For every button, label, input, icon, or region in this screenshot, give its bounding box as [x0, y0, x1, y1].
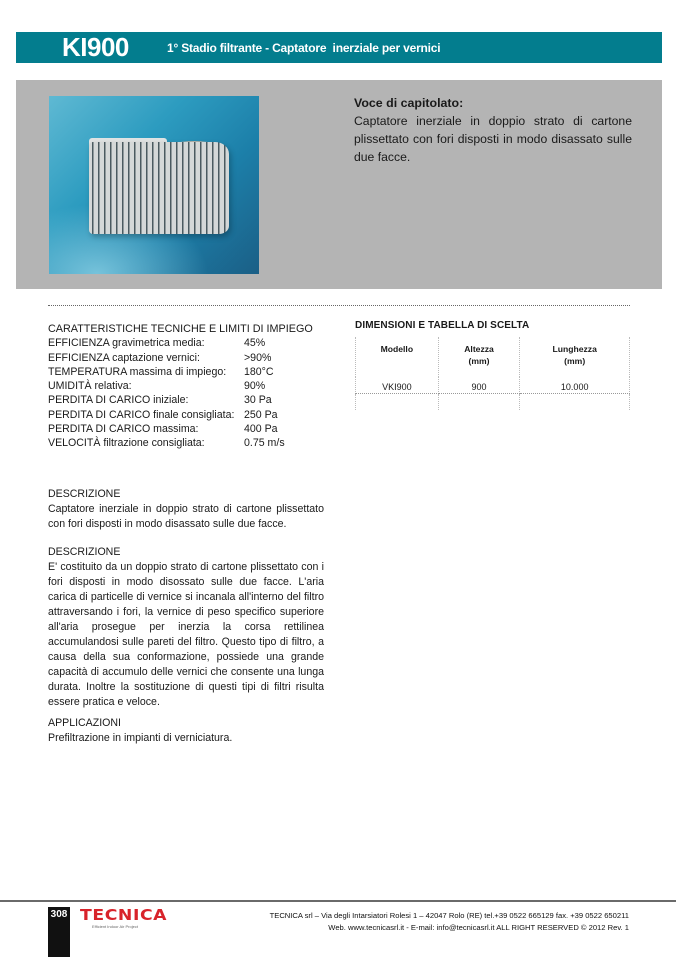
product-photo	[49, 96, 259, 274]
characteristic-value: 90%	[244, 380, 266, 393]
description-section-short	[48, 487, 324, 532]
characteristic-row	[48, 351, 338, 365]
section-divider	[48, 305, 630, 306]
characteristic-label: PERDITA DI CARICO finale consigliata:	[48, 408, 235, 421]
cell-model: VKI900	[356, 377, 439, 393]
title-bar	[16, 32, 662, 63]
spec-title: Voce di capitolato:	[354, 96, 464, 110]
characteristics-section	[48, 322, 338, 451]
filter-mesh	[89, 142, 229, 234]
header-unit: (mm)	[564, 356, 586, 366]
characteristic-row	[48, 436, 338, 450]
spec-text	[354, 94, 632, 166]
empty-cell	[438, 393, 520, 410]
characteristic-value: 45%	[244, 337, 266, 350]
column-header-height	[438, 337, 520, 377]
logo-tagline: Efficient Indoor Air Project	[92, 924, 138, 929]
table-row	[356, 377, 630, 393]
characteristic-row	[48, 365, 338, 379]
characteristic-label: PERDITA DI CARICO iniziale:	[48, 394, 189, 407]
logo-wordmark: TECNICA	[80, 906, 168, 924]
characteristic-value: 0.75 m/s	[244, 437, 285, 450]
footer-divider	[0, 900, 676, 902]
header-unit: (mm)	[468, 356, 490, 366]
section-heading: DESCRIZIONE	[48, 546, 121, 558]
characteristic-row	[48, 408, 338, 422]
product-code: KI900	[62, 32, 129, 62]
table-row-empty	[356, 393, 630, 410]
characteristic-row	[48, 393, 338, 407]
header-label: Lunghezza	[552, 344, 597, 354]
characteristic-label: EFFICIENZA gravimetrica media:	[48, 337, 205, 350]
header-label: Altezza	[464, 344, 494, 354]
product-subtitle: 1° Stadio filtrante - Captatore inerziale per vernici	[167, 41, 441, 55]
characteristic-value: 30 Pa	[244, 394, 272, 407]
characteristics-title: CARATTERISTICHE TECNICHE E LIMITI DI IMPIEGO	[48, 323, 313, 335]
characteristic-value: 400 Pa	[244, 423, 278, 436]
dimensions-title: DIMENSIONI E TABELLA DI SCELTA	[355, 320, 530, 331]
section-body: E' costituito da un doppio strato di cartone plissettato con i fori disposti in modo disossato sulle due facce. L'aria carica di particelle di vernice si incanala all'interno del filtro attraversando i fori, la vernice di peso specifico superiore all'aria prosegue per inerzia la corsa rettilinea accumulandosi sulle pareti del filtro. Questo tipo di filtro, a causa della sua conformazione, possiede una grande capacità di accumulo delle vernici che consente una lunga durata. Inoltre la sostituzione di questi tipi di filtri risulta essere pratica e veloce.	[48, 561, 324, 708]
cell-length: 10.000	[520, 377, 630, 393]
table-header-row	[356, 337, 630, 377]
characteristic-value: 250 Pa	[244, 408, 278, 421]
dimensions-table	[355, 337, 630, 410]
characteristic-row	[48, 336, 338, 350]
column-header-length	[520, 337, 630, 377]
characteristic-label: PERDITA DI CARICO massima:	[48, 423, 199, 436]
section-body: Captatore inerziale in doppio strato di cartone plissettato con fori disposti in modo disassato sulle due facce.	[48, 503, 324, 530]
characteristic-label: VELOCITÀ filtrazione consigliata:	[48, 437, 205, 450]
page-number: 308	[48, 907, 70, 957]
description-section-long	[48, 545, 324, 710]
section-body: Prefiltrazione in impianti di verniciatura.	[48, 732, 233, 744]
cell-height: 900	[438, 377, 520, 393]
footer-web-email: Web. www.tecnicasrl.it - E-mail: info@tecnicasrl.it ALL RIGHT RESERVED © 2012 Rev. 1	[328, 923, 629, 932]
empty-cell	[356, 393, 439, 410]
hero-panel	[16, 80, 662, 289]
empty-cell	[520, 393, 630, 410]
characteristic-label: UMIDITÀ relativa:	[48, 380, 132, 393]
spec-body: Captatore inerziale in doppio strato di cartone plissettato con fori disposti in modo disassato sulle due facce.	[354, 114, 632, 164]
footer-address: TECNICA srl – Via degli Intarsiatori Rolesi 1 – 42047 Rolo (RE) tel.+39 0522 665129 fax. +39 0522 650211	[269, 911, 629, 920]
applications-section	[48, 716, 324, 746]
characteristic-value: 180°C	[244, 365, 274, 378]
company-logo	[80, 906, 170, 930]
dimensions-section	[355, 320, 630, 410]
characteristic-row	[48, 379, 338, 393]
footer-contact	[270, 910, 629, 934]
characteristic-row	[48, 422, 338, 436]
section-heading: APPLICAZIONI	[48, 717, 121, 729]
characteristic-value: >90%	[244, 351, 272, 364]
characteristic-label: EFFICIENZA captazione vernici:	[48, 351, 200, 364]
characteristic-label: TEMPERATURA massima di impiego:	[48, 365, 227, 378]
column-header-model	[356, 337, 439, 377]
header-label: Modello	[380, 344, 414, 354]
section-heading: DESCRIZIONE	[48, 488, 121, 500]
